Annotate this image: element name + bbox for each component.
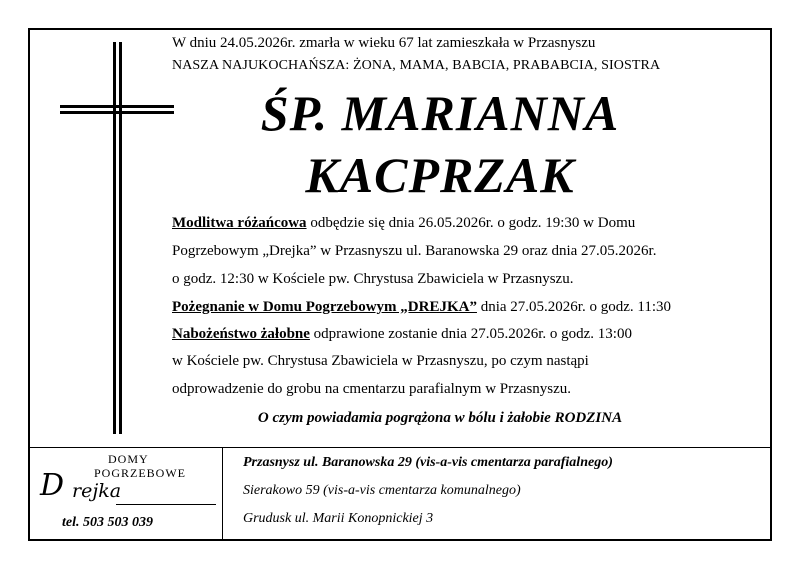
rosary-line-2: Pogrzebowym „Drejka” w Przasnyszu ul. Baranowska 29 oraz dnia 27.05.2026r. — [172, 243, 657, 259]
footer-vertical-divider — [222, 447, 223, 539]
rosary-text-1: odbędzie się dnia 26.05.2026r. o godz. 19:30 w Domu — [306, 215, 636, 231]
funeral-mass-line-2: w Kościele pw. Chrystusa Zbawiciela w Przasnyszu, po czym nastąpi — [172, 353, 589, 369]
family-roles-line: NASZA NAJUKOCHAŃSZA: ŻONA, MAMA, BABCIA, PRABABCIA, SIOSTRA — [172, 58, 661, 73]
logo-underline — [116, 504, 216, 505]
funeral-mass-label: Nabożeństwo żałobne — [172, 326, 310, 342]
footer-divider — [28, 447, 772, 448]
logo-pogrzebowe: POGRZEBOWE — [94, 466, 186, 480]
farewell-text: dnia 27.05.2026r. o godz. 11:30 — [476, 299, 671, 315]
rosary-label: Modlitwa różańcowa — [172, 215, 307, 231]
funeral-home-logo — [38, 452, 218, 512]
funeral-mass-text-1: odprawione zostanie dnia 27.05.2026r. o godz. 13:00 — [309, 326, 632, 342]
funeral-mass-line-3: odprowadzenie do grobu na cmentarzu parafialnym w Przasnyszu. — [172, 381, 572, 397]
deceased-last-name: KACPRZAK — [305, 147, 575, 203]
deceased-first-name: ŚP. MARIANNA — [260, 85, 620, 141]
address-3: Grudusk ul. Marii Konopnickiej 3 — [243, 511, 434, 526]
farewell-line — [172, 299, 671, 316]
logo-rejka: rejka — [72, 480, 122, 502]
logo-d: D — [40, 468, 65, 503]
address-2: Sierakowo 59 (vis-a-vis cmentarza komunalnego) — [243, 483, 521, 498]
closing-line: O czym powiadamia pogrążona w bólu i żałobie RODZINA — [257, 410, 623, 426]
logo-domy: DOMY — [108, 452, 149, 466]
rosary-line-3: o godz. 12:30 w Kościele pw. Chrystusa Zbawiciela w Przasnyszu. — [172, 271, 574, 287]
funeral-mass-line-1 — [172, 326, 632, 343]
address-1: Przasnysz ul. Baranowska 29 (vis-a-vis cmentarza parafialnego) — [243, 455, 613, 470]
phone-number: tel. 503 503 039 — [62, 515, 153, 530]
rosary-line-1 — [172, 215, 635, 232]
death-notice-line: W dniu 24.05.2026r. zmarła w wieku 67 lat zamieszkała w Przasnyszu — [172, 35, 596, 51]
farewell-label: Pożegnanie w Domu Pogrzebowym „DREJKA” — [172, 299, 477, 315]
